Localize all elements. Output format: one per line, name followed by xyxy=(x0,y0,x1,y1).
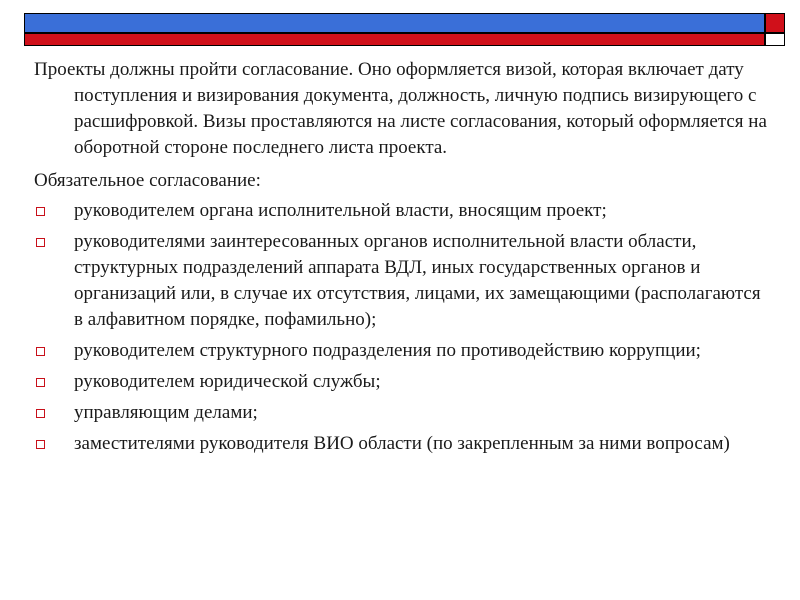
slide-content xyxy=(34,57,774,462)
list-item-text: руководителем органа исполнительной власти, вносящим проект; xyxy=(74,200,607,221)
list-item xyxy=(34,229,774,333)
square-bullet-icon xyxy=(36,238,45,247)
list-item-text: руководителем юридической службы; xyxy=(74,371,381,392)
square-bullet-icon xyxy=(36,440,45,449)
square-bullet-icon xyxy=(36,378,45,387)
list-item-text: управляющим делами; xyxy=(74,402,258,423)
header-corner-square-white xyxy=(765,33,785,46)
list-item-text: руководителем структурного подразделения по противодействию коррупции; xyxy=(74,340,701,361)
header-corner-square xyxy=(765,13,785,33)
list-item xyxy=(34,198,774,224)
square-bullet-icon xyxy=(36,409,45,418)
approval-list xyxy=(34,198,774,457)
subheading: Обязательное согласование: xyxy=(34,170,261,191)
header-red-stripe xyxy=(24,33,765,46)
square-bullet-icon xyxy=(36,347,45,356)
header-blue-bar xyxy=(24,13,765,33)
square-bullet-icon xyxy=(36,207,45,216)
list-item xyxy=(34,338,774,364)
list-item xyxy=(34,431,774,457)
list-item-text: заместителями руководителя ВИО области (по закрепленным за ними вопросам) xyxy=(74,433,730,454)
list-item xyxy=(34,400,774,426)
list-item xyxy=(34,369,774,395)
intro-paragraph: Проекты должны пройти согласование. Оно оформляется визой, которая включает дату поступления и визирования документа, должность, личную подпись визирующего с расшифровкой. Визы проставляются на листе согласования, который оформляется на оборотной стороне последнего листа проекта. xyxy=(34,59,767,158)
list-item-text: руководителями заинтересованных органов исполнительной власти области, структурных подразделений аппарата ВДЛ, иных государственных органов и организаций или, в случае их отсутствия, лицами, их замещающими (располагаются в алфавитном порядке, пофамильно); xyxy=(74,231,761,330)
